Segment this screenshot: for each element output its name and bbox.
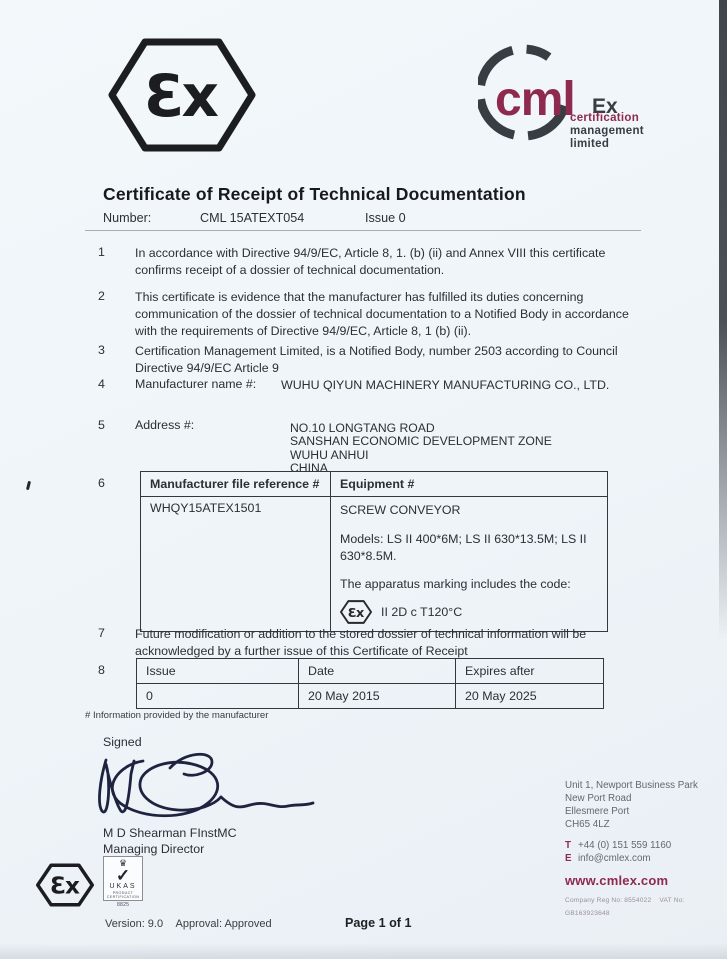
ukas-badge — [103, 856, 143, 908]
manufacturer-file-reference: WHQY15ATEX1501 — [141, 497, 331, 632]
item-1-number: 1 — [98, 245, 105, 259]
equipment-table-header-equip: Equipment # — [331, 472, 608, 497]
certificate-title: Certificate of Receipt of Technical Documentation — [103, 184, 526, 204]
item-1-text: In accordance with Directive 94/9/EC, Article 8, 1. (b) (ii) and Annex VIII this certificate confirms receipt of a dossier of technical documentation. — [135, 246, 606, 277]
cml-wordmark: cml — [495, 73, 575, 126]
contact-email-row — [565, 852, 720, 865]
issue-table-expires-value: 20 May 2025 — [456, 684, 604, 709]
number-label: Number: — [103, 211, 152, 225]
signatory-role: Managing Director — [103, 842, 205, 856]
phone-value: +44 (0) 151 559 1160 — [578, 840, 672, 851]
ukas-number: 8825 — [116, 902, 130, 909]
atex-ex-hexagon-icon — [108, 36, 256, 159]
scan-edge-bottom — [0, 943, 727, 959]
issue-table-issue-value: 0 — [137, 684, 299, 709]
manufacturer-name-label: Manufacturer name #: — [135, 377, 257, 391]
ukas-badge-box — [103, 856, 143, 901]
atex-ex-hexagon-small-icon — [36, 862, 94, 913]
scan-edge-right — [719, 0, 727, 640]
marking-intro: The apparatus marking includes the code: — [340, 577, 571, 592]
item-2-number: 2 — [98, 289, 105, 303]
issue-table-header-expires: Expires after — [456, 659, 604, 684]
address-value — [290, 422, 552, 476]
ukas-sub-certification: CERTIFICATION — [106, 895, 140, 900]
atex-ex-glyph: Ɛx — [144, 62, 216, 130]
item-6-number: 6 — [98, 476, 105, 490]
equipment-name: SCREW CONVEYOR — [340, 503, 461, 517]
ex-marking-hexagon-icon — [340, 599, 372, 625]
contact-address-line-2: New Port Road — [565, 793, 632, 804]
cml-sub-management: management — [570, 125, 644, 137]
signatory-name: M D Shearman FInstMC — [103, 826, 237, 840]
phone-label: T — [565, 840, 571, 851]
address-line-1: NO.10 LONGTANG ROAD — [290, 421, 435, 435]
contact-phone-row — [565, 839, 720, 852]
atex-ex-small-glyph: Ɛx — [50, 872, 79, 900]
manufacturer-footnote: # Information provided by the manufacturer — [85, 710, 269, 721]
number-value: CML 15ATEXT054 — [200, 211, 305, 225]
approval-label: Approval: Approved — [175, 918, 272, 930]
company-reg-number: Company Reg No: 8554022 — [565, 897, 652, 904]
address-line-4: CHINA — [290, 461, 328, 476]
company-registration-line — [565, 894, 720, 920]
manufacturer-name-value: WUHU QIYUN MACHINERY MANUFACTURING CO., LTD. — [281, 378, 610, 392]
version-line — [105, 918, 282, 930]
cml-sub-certification: certification — [570, 112, 640, 124]
item-4-number: 4 — [98, 377, 105, 391]
item-3-text: Certification Management Limited, is a Notified Body, number 2503 according to Council Directive 94/9/EC Article 9 — [135, 344, 618, 375]
item-3-number: 3 — [98, 343, 105, 357]
item-8-number: 8 — [98, 663, 105, 677]
email-value: info@cmlex.com — [578, 853, 651, 864]
equipment-table-header-ref: Manufacturer file reference # — [141, 472, 331, 497]
address-line-2: SANSHAN ECONOMIC DEVELOPMENT ZONE — [290, 434, 552, 449]
contact-address-line-1: Unit 1, Newport Business Park — [565, 780, 698, 791]
version-label: Version: 9.0 — [105, 918, 164, 930]
equipment-cell — [331, 497, 608, 632]
issue-table-header-date: Date — [299, 659, 456, 684]
address-label: Address #: — [135, 418, 195, 432]
contact-block — [565, 779, 720, 920]
issue-table — [136, 658, 604, 709]
cml-logo — [478, 33, 688, 156]
item-7-number: 7 — [98, 626, 105, 640]
marking-code-row — [340, 599, 598, 625]
contact-address-line-4: CH65 4LZ — [565, 819, 610, 830]
equipment-table — [140, 471, 608, 632]
cml-ex-text: Ex — [592, 95, 618, 118]
address-line-3: WUHU ANHUI — [290, 447, 369, 462]
header-divider — [85, 230, 641, 231]
item-5-number: 5 — [98, 418, 105, 432]
page-number: Page 1 of 1 — [345, 916, 412, 930]
signed-label: Signed — [103, 735, 142, 749]
ex-marking-glyph: Ɛx — [347, 605, 364, 621]
email-label: E — [565, 853, 572, 864]
issue-table-header-issue: Issue — [137, 659, 299, 684]
issue-table-date-value: 20 May 2015 — [299, 684, 456, 709]
item-7-text: Future modification or addition to the stored dossier of technical information will be acknowledged by a further issue of this Certificate of Receipt — [135, 627, 587, 658]
marking-code: II 2D c T120°C — [381, 605, 463, 620]
cml-sub-limited: limited — [570, 138, 610, 150]
contact-address-line-3: Ellesmere Port — [565, 806, 630, 817]
issue-value: Issue 0 — [365, 211, 406, 225]
signature-image — [88, 748, 323, 835]
website-url: www.cmlex.com — [565, 873, 669, 888]
checkmark-icon: ✓ — [115, 866, 131, 885]
equipment-models: Models: LS II 400*6M; LS II 630*13.5M; LS II 630*8.5M. — [340, 532, 587, 563]
item-2-text: This certificate is evidence that the manufacturer has fulfilled its duties concerning communication of the dossier of technical documentation to a Notified Body in accordance with the requirements of Directive 94/9/EC, Article 8, 1 (b) (ii). — [135, 290, 629, 338]
crown-icon: ♛ — [118, 858, 128, 868]
ukas-name: UKAS — [109, 883, 137, 890]
scan-stray-mark — [26, 481, 31, 490]
ukas-sub-product: PRODUCT — [112, 891, 134, 895]
vat-number: VAT No: GB163923648 — [565, 897, 685, 917]
